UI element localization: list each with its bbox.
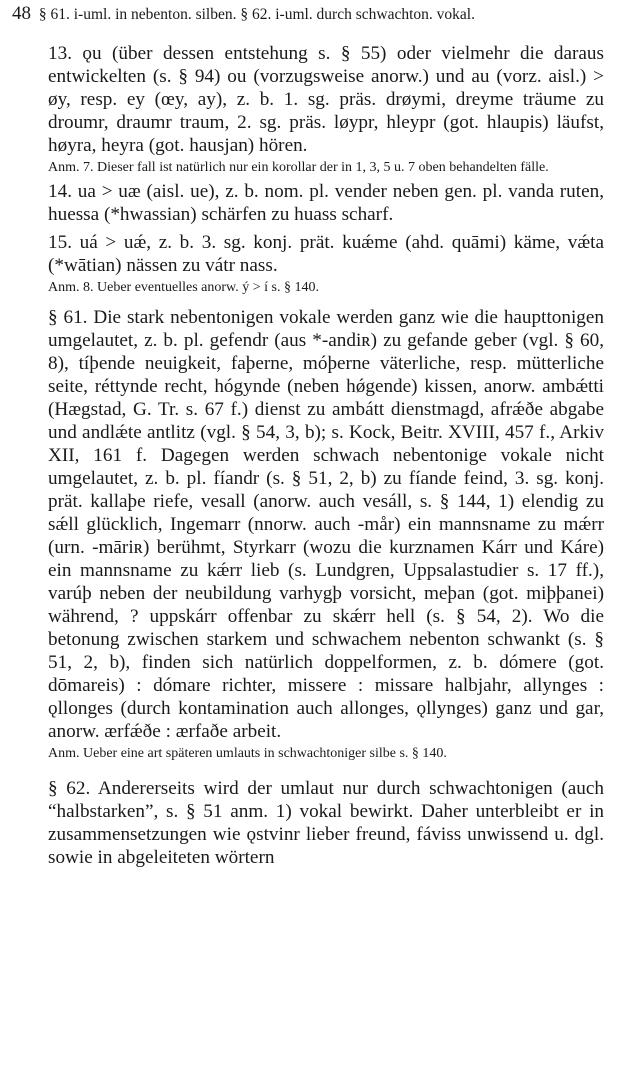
section-61: § 61. Die stark nebentonigen vokale werden ganz wie die haupttonigen umgelautet, z. b. pl. gefendr (aus *-andiʀ) zu gefande geber (vgl. § 60, 8), tíþende neuigkeit, faþerne, móþerne väterliche, resp. mütterliche seite, réttynde recht, hógynde (neben hǿgende) kissen, anorw. ambǽtti (Hægstad, G. Tr. s. 67 f.) dienst zu ambátt dienstmagd, afrǽðe abgabe und andlǽte antlitz (vgl. § 54, 3, b); s. Kock, Beitr. XVIII, 457 f., Arkiv XII, 161 f. Dagegen werden schwach nebentonige vokale nicht umgelautet, z. b. pl. fíandr (s. § 51, 2, b) zu fíande feind, 3. sg. konj. prät. kallaþe riefe, vesall (anorw. auch vesáll, s. § 144, 1) elendig zu sǽll glücklich, Ingemarr (nnorw. auch -mår) ein mannsname zu mǽrr (urn. -māriʀ) berühmt, Styrkarr (wozu die kurznamen Kárr und Káre) ein mannsname zu kǽrr lieb (s. Lundgren, Uppsalastudier s. 17 ff.), varúþ neben der neubildung varhygþ vorsicht, meþan (got. miþþanei) während, ? uppskárr offenbar zu skǽrr hell (s. § 54, 2). Wo die betonung zwischen starkem und schwachem nebenton schwankt (s. § 51, 2, b), finden sich natürlich doppelformen, z. b. dómere (got. dōmareis) : dómare richter, missere : missare halbjahr, allynges : ǫllonges (durch kontamination auch allonges, ǫllynges) ganz und gar, anorw. ærfǽðe : ærfaðe arbeit. xyxy=(48,307,604,742)
page-body xyxy=(12,42,604,869)
note-7: Anm. 7. Dieser fall ist natürlich nur ein korollar der in 1, 3, 5 u. 7 oben behandelten fälle. xyxy=(48,160,549,175)
paragraph-14: 14. ua > uæ (aisl. ue), z. b. nom. pl. vender neben gen. pl. vanda ruten, huessa (*hwassian) schärfen zu huass scharf. xyxy=(48,181,604,225)
paragraph-15: 15. uá > uǽ, z. b. 3. sg. konj. prät. kuǽme (ahd. quāmi) käme, vǽta (*wātian) nässen zu vátr nass. xyxy=(48,232,604,276)
page-number: 48 xyxy=(12,3,31,24)
note-8: Anm. 8. Ueber eventuelles anorw. ý > í s. § 140. xyxy=(48,280,319,295)
paragraph-13: 13. ǫu (über dessen entstehung s. § 55) oder vielmehr die daraus entwickelten (s. § 94) ou (vorzugsweise anorw.) und au (vorz. aisl.) > øy, resp. ey (œy, ay), z. b. 1. sg. präs. drøymi, dreyme träume zu droumr, draumr traum, 2. sg. präs. løypr, hleypr (got. hlaupis) läufst, høyra, heyra (got. hausjan) hören. xyxy=(48,43,604,156)
section-62: § 62. Andererseits wird der umlaut nur durch schwachtonigen (auch “halbstarken”, s. § 51 anm. 1) vokal bewirkt. Daher unterbleibt er in zusammensetzungen wie ǫstvinr lieber freund, fáviss unwissend u. dgl. sowie in abgeleiteten wörtern xyxy=(48,778,604,868)
page-header xyxy=(12,3,612,27)
running-title: § 61. i-uml. in nebenton. silben. § 62. i-uml. durch schwachton. vokal. xyxy=(38,6,475,23)
note-section-61: Anm. Ueber eine art späteren umlauts in schwachtoniger silbe s. § 140. xyxy=(48,746,447,761)
